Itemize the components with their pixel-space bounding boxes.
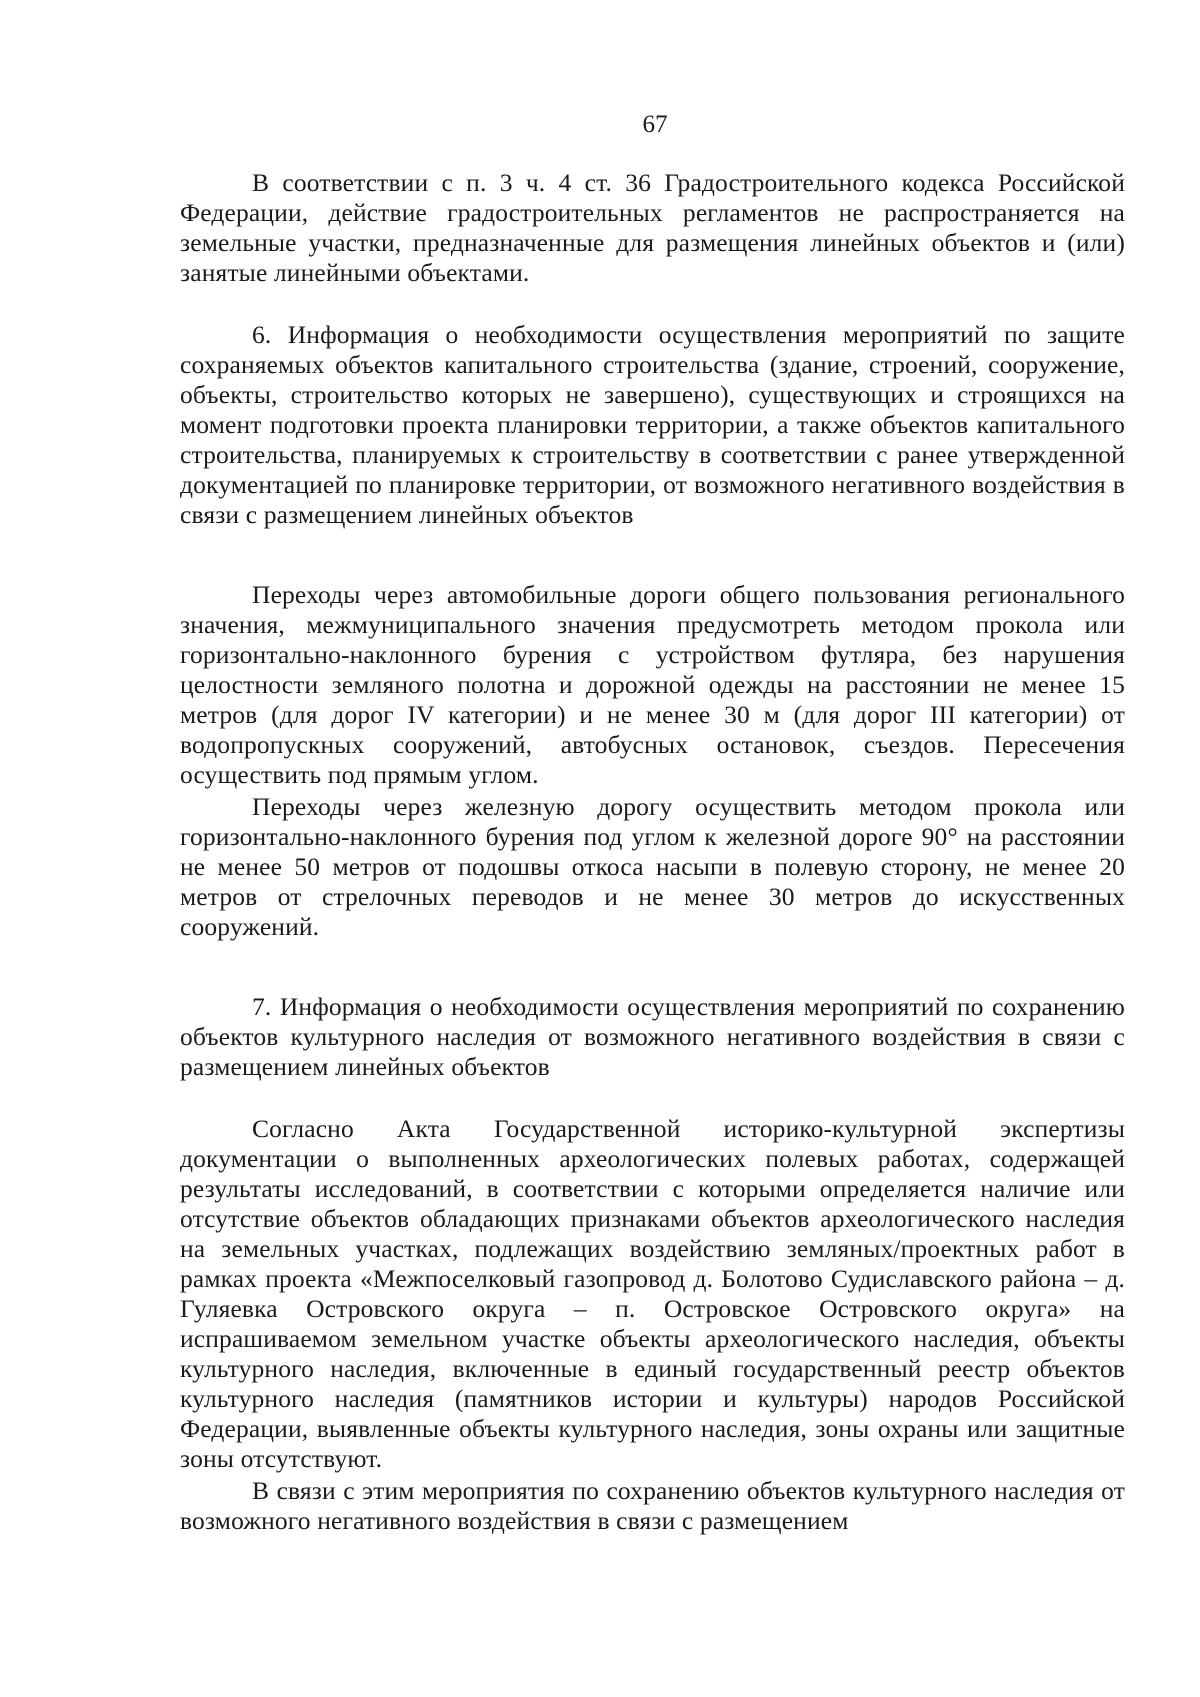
paragraph-akt-ekspertizy: Согласно Акта Государственной историко-культурной экспертизы документации о выполненных археологических полевых работах, содержащей результаты исследований, в соответствии с которыми определяется наличие или отсутствие объектов обладающих признаками объектов археологического наследия на земельных участках, подлежащих воздействию земляных/проектных работ в рамках проекта «Межпоселковый газопровод д. Болотово Судиславского района – д. Гуляевка Островского округа – п. Островское Островского округа» на испрашиваемом земельном участке объекты археологического наследия, объекты культурного наследия, включенные в единый государственный реестр объектов культурного наследия (памятников истории и культуры) народов Российской Федерации, выявленные объекты культурного наследия, зоны охраны или защитные зоны отсутствуют.: [180, 1114, 1125, 1473]
section-6-heading: 6. Информация о необходимости осуществления мероприятий по защите сохраняемых объектов капитального строительства (здание, строений, сооружение, объекты, строительство которых не завершено), существующих и строящихся на момент подготовки проекта планировки территории, а также объектов капитального строительства, планируемых к строительству в соответствии с ранее утвержденной документацией по планировке территории, от возможного негативного воздействия в связи с размещением линейных объектов: [180, 320, 1125, 529]
paragraph-gradostroitelny-kodeks: В соответствии с п. 3 ч. 4 ст. 36 Градостроительного кодекса Российской Федерации, действие градостроительных регламентов не распространяется на земельные участки, предназначенные для размещения линейных объектов и (или) занятые линейными объектами.: [180, 168, 1125, 287]
paragraph-meropriyatiya-conclusion: В связи с этим мероприятия по сохранению объектов культурного наследия от возможного негативного воздействия в связи с размещением: [180, 1476, 1125, 1535]
section-7-heading: 7. Информация о необходимости осуществления мероприятий по сохранению объектов культурного наследия от возможного негативного воздействия в связи с размещением линейных объектов: [180, 992, 1125, 1081]
paragraph-avtodorogi-perekhody: Переходы через автомобильные дороги общего пользования регионального значения, межмуниципального значения предусмотреть методом прокола или горизонтально-наклонного бурения с устройством футляра, без нарушения целостности земляного полотна и дорожной одежды на расстоянии не менее 15 метров (для дорог IV категории) и не менее 30 м (для дорог III категории) от водопропускных сооружений, автобусных остановок, съездов. Пересечения осуществить под прямым углом.: [180, 580, 1125, 789]
document-body: [180, 168, 1125, 1536]
page-number: 67: [642, 111, 668, 138]
paragraph-zheleznaya-doroga-perekhody: Переходы через железную дорогу осуществить методом прокола или горизонтально-наклонного бурения под углом к железной дороге 90° на расстоянии не менее 50 метров от подошвы откоса насыпи в полевую сторону, не менее 20 метров от стрелочных переводов и не менее 30 метров до искусственных сооружений.: [180, 792, 1125, 941]
